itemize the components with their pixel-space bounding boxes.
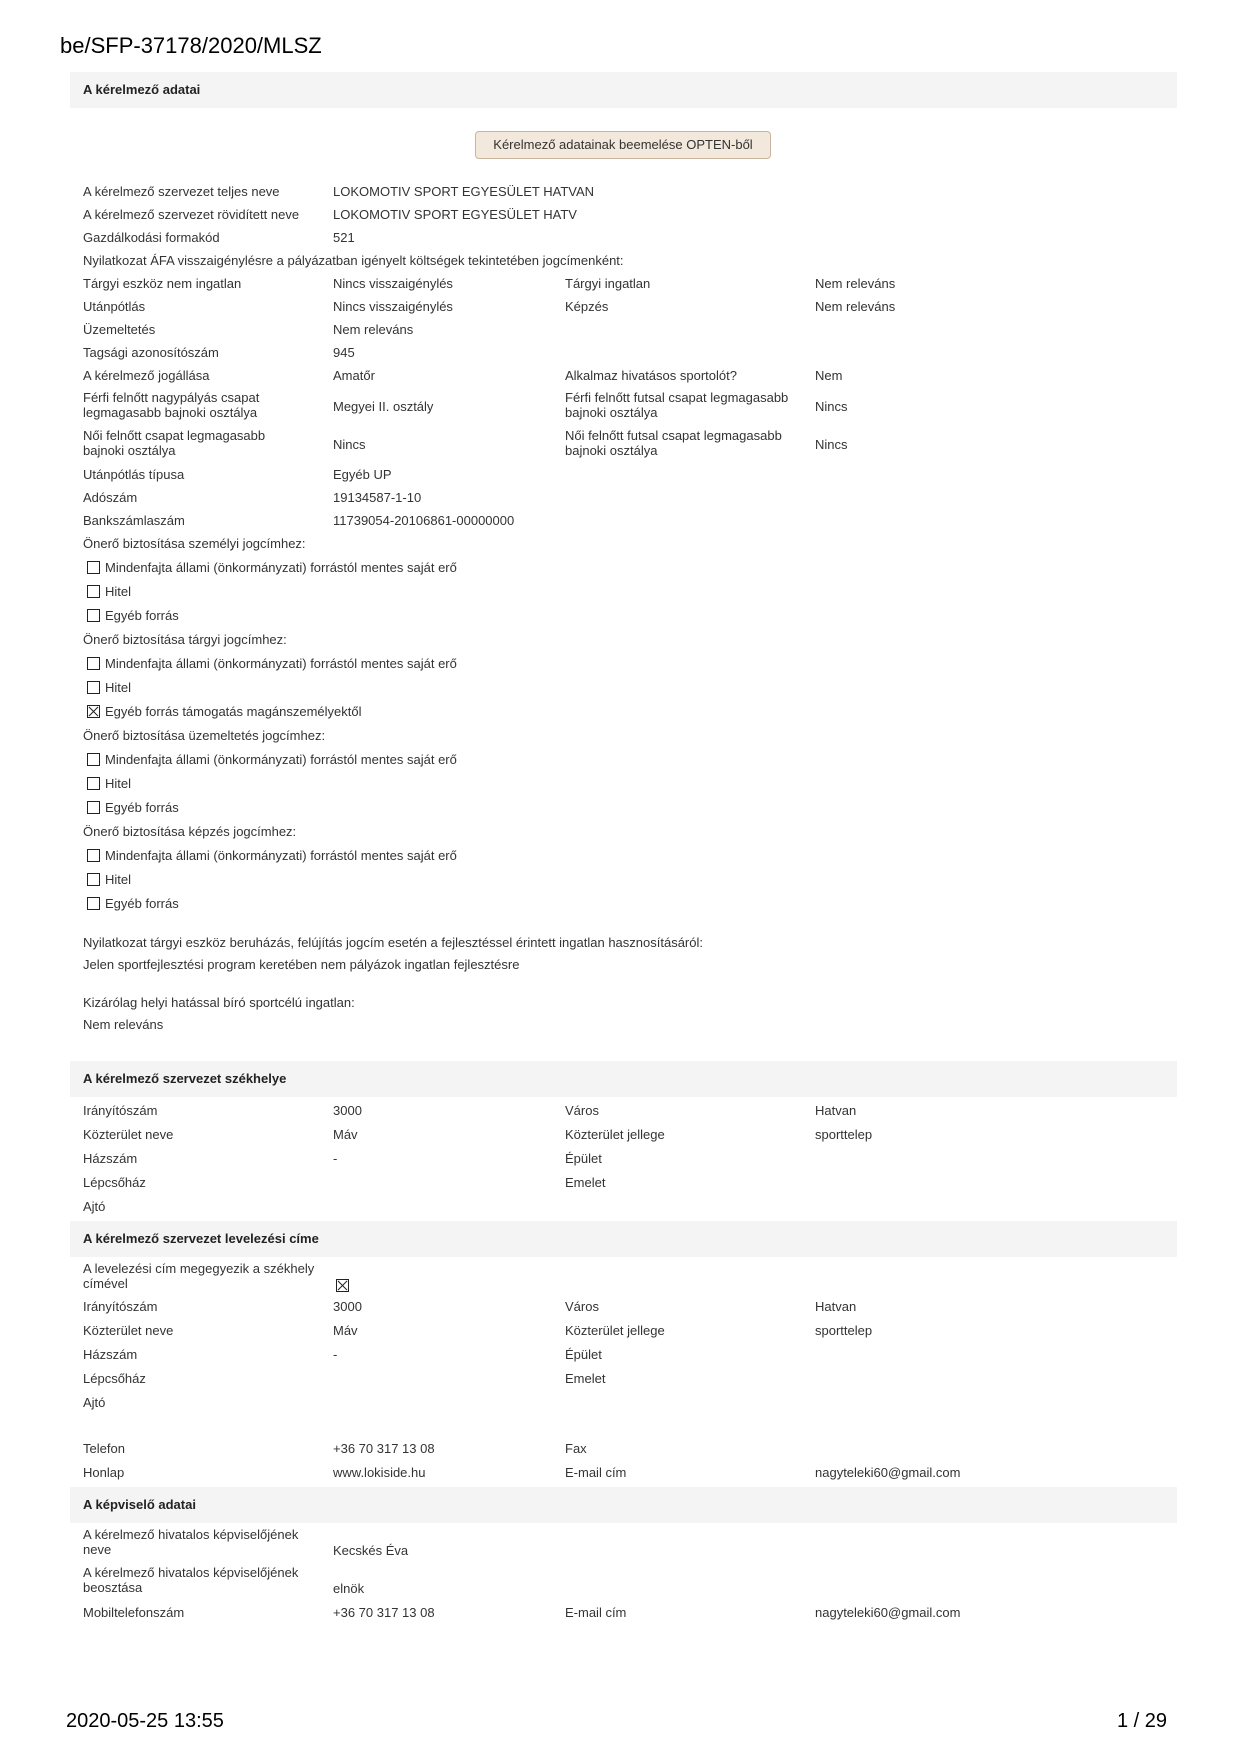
own-funds-personal-option[interactable]: Hitel xyxy=(87,584,131,599)
pro-value: Nem xyxy=(815,368,843,383)
rep-position-label: A kérelmező hivatalos képviselőjének beosztása xyxy=(83,1565,299,1595)
rep-mobile-value: +36 70 317 13 08 xyxy=(333,1605,435,1620)
own-funds-personal-option[interactable]: Mindenfajta állami (önkormányzati) forrástól mentes saját erő xyxy=(87,560,457,575)
rep-name-label: A kérelmező hivatalos képviselőjének neve xyxy=(83,1527,299,1557)
form-code-value: 521 xyxy=(333,230,355,245)
mailing-floor-label: Emelet xyxy=(565,1371,606,1386)
rep-email-label: E-mail cím xyxy=(565,1605,627,1620)
bank-label: Bankszámlaszám xyxy=(83,513,185,528)
tax-label: Adószám xyxy=(83,490,138,505)
own-funds-operation-option[interactable]: Egyéb forrás xyxy=(87,800,179,815)
status-label: A kérelmező jogállása xyxy=(83,368,210,383)
status-value: Amatőr xyxy=(333,368,375,383)
rep-mobile-label: Mobiltelefonszám xyxy=(83,1605,185,1620)
checkbox-icon[interactable] xyxy=(87,681,100,694)
youth-type-label: Utánpótlás típusa xyxy=(83,467,185,482)
training-label: Képzés xyxy=(565,299,609,314)
operation-label: Üzemeltetés xyxy=(83,322,156,337)
checkbox-icon[interactable] xyxy=(87,561,100,574)
email-label: E-mail cím xyxy=(565,1465,627,1480)
seat-door-label: Ajtó xyxy=(83,1199,106,1214)
mailing-zip-value: 3000 xyxy=(333,1299,362,1314)
mailing-city-label: Város xyxy=(565,1299,599,1314)
section-header-mailing: A kérelmező szervezet levelezési címe xyxy=(70,1221,1177,1257)
fax-label: Fax xyxy=(565,1441,587,1456)
tangible-label: Tárgyi eszköz nem ingatlan xyxy=(83,276,242,291)
full-name-label: A kérelmező szervezet teljes neve xyxy=(83,184,280,199)
mailing-same-checkbox[interactable] xyxy=(336,1279,354,1292)
checked-checkbox-icon[interactable] xyxy=(336,1279,349,1292)
checkbox-icon[interactable] xyxy=(87,609,100,622)
seat-street-value: Máv xyxy=(333,1127,358,1142)
member-id-value: 945 xyxy=(333,345,355,360)
mailing-zip-label: Irányítószám xyxy=(83,1299,158,1314)
website-value[interactable]: www.lokiside.hu xyxy=(333,1465,426,1480)
property-label: Tárgyi ingatlan xyxy=(565,276,651,291)
tax-value: 19134587-1-10 xyxy=(333,490,422,505)
checked-checkbox-icon[interactable] xyxy=(87,705,100,718)
section-header-seat: A kérelmező szervezet székhelye xyxy=(70,1061,1177,1097)
footer-page-number: 1 / 29 xyxy=(1116,1710,1167,1732)
form-code-label: Gazdálkodási formakód xyxy=(83,230,220,245)
member-id-label: Tagsági azonosítószám xyxy=(83,345,219,360)
tangible-value: Nincs visszaigénylés xyxy=(333,276,453,291)
own-funds-tangible-option[interactable]: Hitel xyxy=(87,680,131,695)
checkbox-icon[interactable] xyxy=(87,849,100,862)
mailing-same-label: A levelezési cím megegyezik a székhely címével xyxy=(83,1261,315,1291)
seat-city-value: Hatvan xyxy=(815,1103,857,1118)
checkbox-icon[interactable] xyxy=(87,777,100,790)
women-value: Nincs xyxy=(333,437,366,452)
vat-statement: Nyilatkozat ÁFA visszaigénylésre a pályázatban igényelt költségek tekintetében jogcímenként: xyxy=(83,253,624,268)
short-name-value: LOKOMOTIV SPORT EGYESÜLET HATV xyxy=(333,207,577,222)
phone-label: Telefon xyxy=(83,1441,125,1456)
own-funds-operation-option[interactable]: Hitel xyxy=(87,776,131,791)
usage-statement-value: Jelen sportfejlesztési program keretében nem pályázok ingatlan fejlesztésre xyxy=(83,957,520,972)
mailing-street-value: Máv xyxy=(333,1323,358,1338)
phone-value: +36 70 317 13 08 xyxy=(333,1441,435,1456)
men-field-value: Megyei II. osztály xyxy=(333,399,434,414)
mailing-street-label: Közterület neve xyxy=(83,1323,174,1338)
bank-value: 11739054-20106861-00000000 xyxy=(333,513,515,528)
seat-street-type-value: sporttelep xyxy=(815,1127,873,1142)
mailing-street-type-label: Közterület jellege xyxy=(565,1323,665,1338)
website-label: Honlap xyxy=(83,1465,125,1480)
checkbox-icon[interactable] xyxy=(87,873,100,886)
footer-timestamp: 2020-05-25 13:55 xyxy=(66,1710,224,1732)
document-id: be/SFP-37178/2020/MLSZ xyxy=(60,33,322,58)
women-label: Női felnőtt csapat legmagasabb bajnoki osztálya xyxy=(83,428,266,458)
mailing-stair-label: Lépcsőház xyxy=(83,1371,146,1386)
rep-position-value: elnök xyxy=(333,1581,365,1596)
own-funds-tangible-option[interactable]: Egyéb forrás támogatás magánszemélyektől xyxy=(87,704,362,719)
seat-zip-value: 3000 xyxy=(333,1103,362,1118)
checkbox-icon[interactable] xyxy=(87,753,100,766)
local-property-label: Kizárólag helyi hatással bíró sportcélú ingatlan: xyxy=(83,995,355,1010)
seat-building-label: Épület xyxy=(565,1151,602,1166)
mailing-door-label: Ajtó xyxy=(83,1395,106,1410)
own-funds-personal-option[interactable]: Egyéb forrás xyxy=(87,608,179,623)
seat-stair-label: Lépcsőház xyxy=(83,1175,146,1190)
men-futsal-value: Nincs xyxy=(815,399,848,414)
section-header-applicant: A kérelmező adatai xyxy=(70,72,1177,108)
property-value: Nem releváns xyxy=(815,276,896,291)
men-field-label: Férfi felnőtt nagypályás csapat legmagasabb bajnoki osztálya xyxy=(83,390,260,420)
import-from-opten-button[interactable]: Kérelmező adatainak beemelése OPTEN-ből xyxy=(475,131,771,159)
seat-house-value: - xyxy=(333,1151,338,1166)
mailing-building-label: Épület xyxy=(565,1347,602,1362)
rep-name-value: Kecskés Éva xyxy=(333,1543,409,1558)
own-funds-tangible-title: Önerő biztosítása tárgyi jogcímhez: xyxy=(83,632,287,647)
seat-city-label: Város xyxy=(565,1103,599,1118)
men-futsal-label: Férfi felnőtt futsal csapat legmagasabb bajnoki osztálya xyxy=(565,390,789,420)
mailing-house-label: Házszám xyxy=(83,1347,138,1362)
local-property-value: Nem releváns xyxy=(83,1017,164,1032)
full-name-value: LOKOMOTIV SPORT EGYESÜLET HATVAN xyxy=(333,184,595,199)
seat-house-label: Házszám xyxy=(83,1151,138,1166)
checkbox-icon[interactable] xyxy=(87,897,100,910)
own-funds-operation-title: Önerő biztosítása üzemeltetés jogcímhez: xyxy=(83,728,326,743)
own-funds-training-option[interactable]: Hitel xyxy=(87,872,131,887)
mailing-street-type-value: sporttelep xyxy=(815,1323,873,1338)
checkbox-icon[interactable] xyxy=(87,585,100,598)
checkbox-icon[interactable] xyxy=(87,657,100,670)
youth-label: Utánpótlás xyxy=(83,299,146,314)
women-futsal-value: Nincs xyxy=(815,437,848,452)
own-funds-training-title: Önerő biztosítása képzés jogcímhez: xyxy=(83,824,297,839)
seat-zip-label: Irányítószám xyxy=(83,1103,158,1118)
mailing-house-value: - xyxy=(333,1347,338,1362)
short-name-label: A kérelmező szervezet rövidített neve xyxy=(83,207,300,222)
own-funds-training-option[interactable]: Egyéb forrás xyxy=(87,896,179,911)
section-header-representative: A képviselő adatai xyxy=(70,1487,1177,1523)
email-value[interactable]: nagyteleki60@gmail.com xyxy=(815,1465,961,1480)
seat-floor-label: Emelet xyxy=(565,1175,606,1190)
own-funds-training-option[interactable]: Mindenfajta állami (önkormányzati) forrástól mentes saját erő xyxy=(87,848,457,863)
pro-label: Alkalmaz hivatásos sportolót? xyxy=(565,368,737,383)
own-funds-tangible-option[interactable]: Mindenfajta állami (önkormányzati) forrástól mentes saját erő xyxy=(87,656,457,671)
own-funds-operation-option[interactable]: Mindenfajta állami (önkormányzati) forrástól mentes saját erő xyxy=(87,752,457,767)
rep-email-value[interactable]: nagyteleki60@gmail.com xyxy=(815,1605,961,1620)
mailing-city-value: Hatvan xyxy=(815,1299,857,1314)
own-funds-personal-title: Önerő biztosítása személyi jogcímhez: xyxy=(83,536,306,551)
operation-value: Nem releváns xyxy=(333,322,414,337)
seat-street-label: Közterület neve xyxy=(83,1127,174,1142)
usage-statement-label: Nyilatkozat tárgyi eszköz beruházás, felújítás jogcím esetén a fejlesztéssel érintett ingatlan hasznosításáról: xyxy=(83,935,703,950)
checkbox-icon[interactable] xyxy=(87,801,100,814)
youth-value: Nincs visszaigénylés xyxy=(333,299,453,314)
seat-street-type-label: Közterület jellege xyxy=(565,1127,665,1142)
training-value: Nem releváns xyxy=(815,299,896,314)
youth-type-value: Egyéb UP xyxy=(333,467,392,482)
women-futsal-label: Női felnőtt futsal csapat legmagasabb bajnoki osztálya xyxy=(565,428,782,458)
